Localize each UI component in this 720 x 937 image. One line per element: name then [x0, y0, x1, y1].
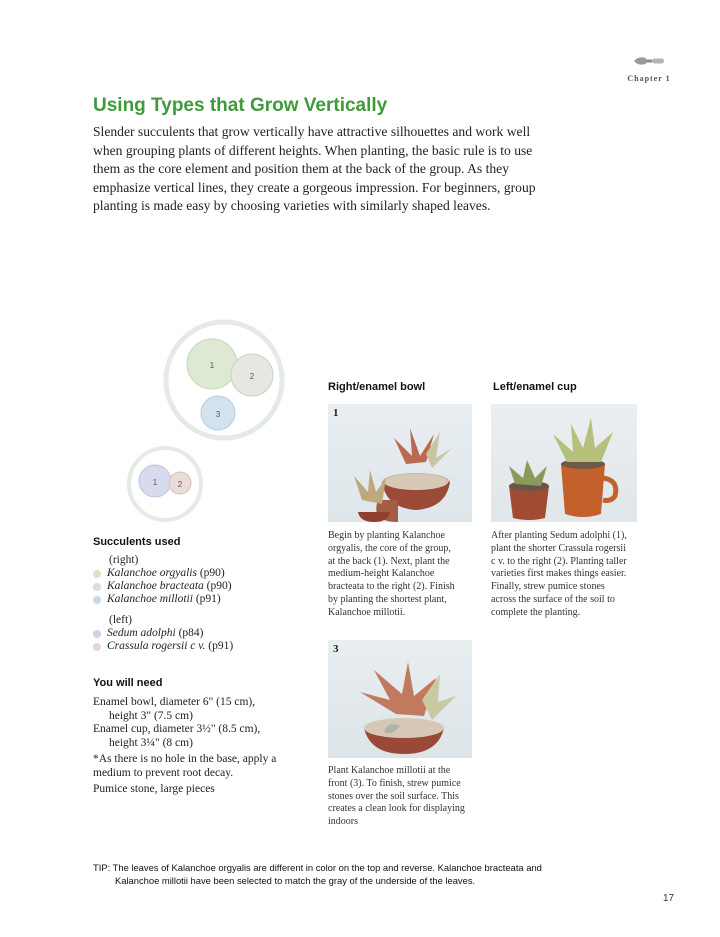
caption-line: Begin by planting Kalanchoe — [328, 530, 445, 541]
caption-line: Finally, strew pumice stones — [491, 581, 605, 593]
list-item: Crassula rogersii c v. (p91) — [93, 640, 293, 653]
need-item: height 3¼" (8 cm) — [109, 736, 193, 749]
trowel-icon — [632, 55, 666, 67]
caption-line: by planting the shortest plant, — [328, 593, 447, 605]
tip-line-2: Kalanchoe millotii have been selected to match the gray of the underside of the leaves. — [115, 874, 476, 886]
caption-line: Kalanchoe millotii. — [328, 606, 406, 618]
intro-paragraph: Slender succulents that grow vertically have attractive silhouettes and work well when grouping plants of different heights. When planting, the basic rule is to use them as the core element and position them at the back of the group. As they emphasize vertical lines, they create a gorgeous impression. For beginners, group planting is made easy by choosing varieties with similarly shaped leaves. — [93, 124, 536, 214]
color-dot — [93, 570, 101, 578]
caption-line: medium-height Kalanchoe — [328, 568, 435, 580]
need-item: medium to prevent root decay. — [93, 766, 234, 779]
need-heading: You will need — [93, 677, 163, 689]
list-item: Sedum adolphi (p84) — [93, 627, 293, 640]
caption-line: plant the shorter Crassula rogersii — [491, 542, 626, 554]
caption-line: across the surface of the soil to — [491, 593, 615, 605]
right-label: (right) — [109, 554, 139, 566]
step-number: 3 — [333, 643, 339, 655]
step3-photo — [328, 640, 472, 758]
left-label: (left) — [109, 614, 132, 626]
caption-line: at the back (1). Next, plant the — [328, 555, 450, 567]
step1-caption — [328, 530, 478, 620]
right-bowl-heading: Right/enamel bowl — [328, 381, 426, 393]
diagram-label-1: 1 — [152, 478, 158, 487]
step1-photo — [328, 404, 472, 522]
need-item: Pumice stone, large pieces — [93, 783, 215, 795]
caption-line: bracteata to the right (2). Finish — [328, 581, 455, 593]
left-cup-heading: Left/enamel cup — [493, 381, 577, 393]
tip-line-1: TIP: The leaves of Kalanchoe orgyalis are different in color on the top and reverse. Kalanchoe bracteata and — [93, 862, 542, 873]
caption-line: After planting Sedum adolphi (1), — [491, 530, 627, 541]
page-number: 17 — [663, 893, 675, 904]
caption-line: stones over the soil surface. This — [328, 790, 459, 802]
diagram-label-1: 1 — [209, 361, 215, 370]
bowl-plant-illustration — [328, 404, 472, 522]
caption-line: front (3). To finish, strew pumice — [328, 777, 461, 789]
succulents-list — [93, 554, 293, 653]
color-dot — [93, 643, 101, 651]
page-title: Using Types that Grow Vertically — [93, 95, 388, 116]
color-dot — [93, 630, 101, 638]
caption-line: Plant Kalanchoe millotii at the — [328, 765, 451, 776]
cup-photo — [491, 404, 637, 522]
list-item: Kalanchoe orgyalis (p90) — [93, 567, 293, 580]
placement-diagram-left — [124, 444, 206, 524]
caption-line: orgyalis, the core of the group, — [328, 542, 451, 554]
caption-line: complete the planting. — [491, 606, 581, 618]
bowl-plant-illustration — [328, 640, 472, 758]
need-item: Enamel cup, diameter 3½" (8.5 cm), — [93, 723, 261, 735]
succulents-heading: Succulents used — [93, 536, 181, 548]
caption-line: creates a clean look for displaying — [328, 803, 465, 815]
color-dot — [93, 583, 101, 591]
need-item: *As there is no hole in the base, apply a — [93, 753, 277, 765]
diagram-label-2: 2 — [177, 480, 183, 489]
chapter-marker — [614, 54, 684, 83]
need-item: Enamel bowl, diameter 6" (15 cm), — [93, 696, 256, 708]
chapter-label: Chapter 1 — [627, 74, 671, 83]
list-item: Kalanchoe bracteata (p90) — [93, 580, 293, 593]
cup-plant-illustration — [491, 404, 637, 522]
step-number: 1 — [333, 407, 339, 419]
diagram-label-2: 2 — [249, 372, 255, 381]
caption-line: varieties first makes things easier. — [491, 568, 627, 580]
caption-line: c v. to the right (2). Planting taller — [491, 555, 627, 567]
diagram-label-3: 3 — [215, 410, 221, 419]
placement-diagram-right — [160, 318, 290, 444]
color-dot — [93, 596, 101, 604]
cup-caption — [491, 530, 641, 620]
need-list — [93, 696, 303, 797]
need-item: height 3" (7.5 cm) — [109, 709, 193, 722]
caption-line: indoors — [328, 816, 358, 828]
tip-note — [93, 862, 653, 887]
list-item: Kalanchoe millotii (p91) — [93, 593, 293, 606]
step3-caption — [328, 765, 478, 829]
